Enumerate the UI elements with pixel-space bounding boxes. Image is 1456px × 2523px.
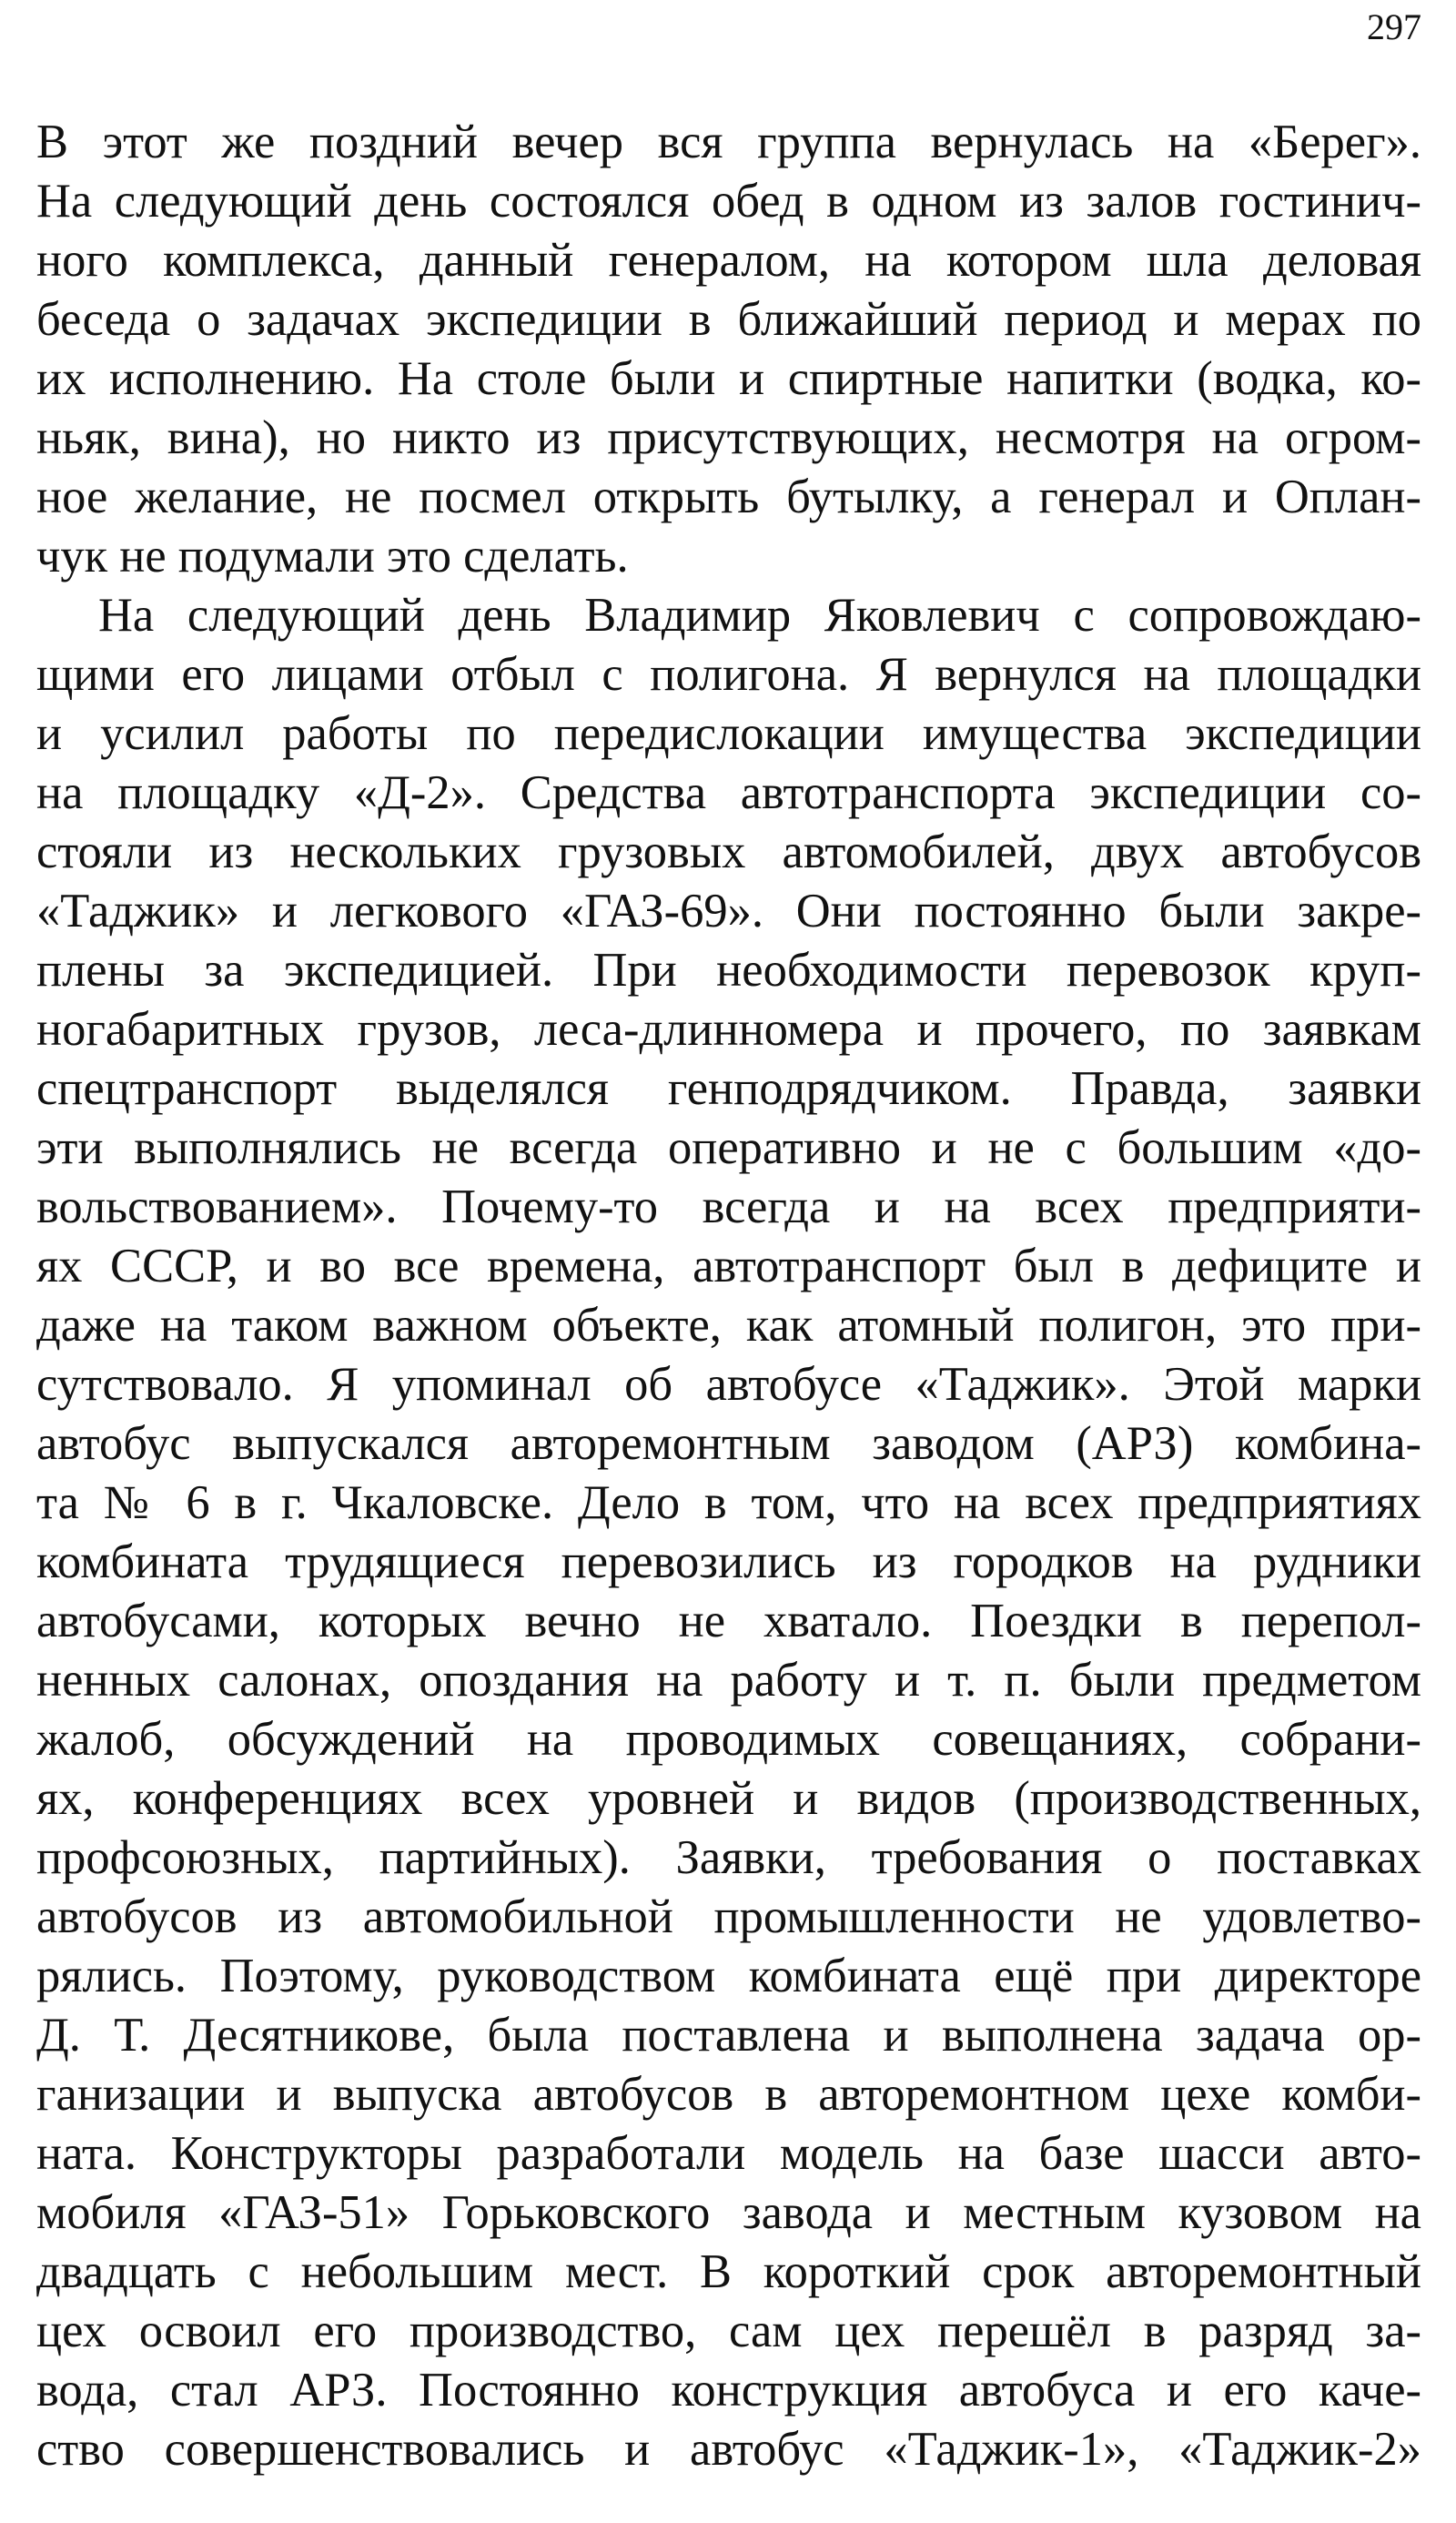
text-line: ганизации и выпуска автобусов в авторемонтном цехе комби- xyxy=(36,2068,1421,2121)
text-line: жалоб, обсуждений на проводимых совещаниях, собрани- xyxy=(36,1713,1421,1766)
text-line: даже на таком важном объекте, как атомный полигон, это при- xyxy=(36,1299,1421,1352)
text-line: ненных салонах, опоздания на работу и т. п. были предметом xyxy=(36,1654,1421,1707)
text-line: спецтранспорт выделялся генподрядчиком. Правда, заявки xyxy=(36,1062,1421,1115)
text-line: ната. Конструкторы разработали модель на базе шасси авто- xyxy=(36,2127,1421,2180)
text-line: ньяк, вина), но никто из присутствующих, несмотря на огром- xyxy=(36,411,1421,464)
text-line: щими его лицами отбыл с полигона. Я вернулся на площадки xyxy=(36,648,1421,701)
text-line: автобус выпускался авторемонтным заводом (АРЗ) комбина- xyxy=(36,1417,1421,1470)
text-line: рялись. Поэтому, руководством комбината ещё при директоре xyxy=(36,1950,1421,2002)
text-line: сутствовало. Я упоминал об автобусе «Таджик». Этой марки xyxy=(36,1358,1421,1411)
text-line: ях СССР, и во все времена, автотранспорт был в дефиците и xyxy=(36,1240,1421,1292)
text-line: Д. Т. Десятникове, была поставлена и выполнена задача ор- xyxy=(36,2009,1421,2062)
text-line: мобиля «ГАЗ-51» Горьковского завода и местным кузовом на xyxy=(36,2186,1421,2239)
text-line: комбината трудящиеся перевозились из городков на рудники xyxy=(36,1535,1421,1588)
text-line: их исполнению. На столе были и спиртные напитки (водка, ко- xyxy=(36,352,1421,405)
text-line: та № 6 в г. Чкаловске. Дело в том, что на всех предприятиях xyxy=(36,1476,1421,1529)
text-line: вольствованием». Почему-то всегда и на всех предприяти- xyxy=(36,1180,1421,1233)
text-line: цех освоил его производство, сам цех перешёл в разряд за- xyxy=(36,2305,1421,2357)
text-line: На следующий день состоялся обед в одном из залов гостинич- xyxy=(36,175,1421,228)
body-text xyxy=(36,113,1421,2479)
text-line: ное желание, не посмел открыть бутылку, а генерал и Оплан- xyxy=(36,471,1421,523)
text-line: и усилил работы по передислокации имущества экспедиции xyxy=(36,707,1421,760)
text-line: плены за экспедицией. При необходимости перевозок круп- xyxy=(36,944,1421,997)
text-line: ногабаритных грузов, леса-длинномера и прочего, по заявкам xyxy=(36,1003,1421,1056)
text-line: ство совершенствовались и автобус «Таджик-1», «Таджик-2» xyxy=(36,2423,1421,2476)
page-number: 297 xyxy=(1367,6,1421,47)
text-line: автобусами, которых вечно не хватало. Поездки в перепол- xyxy=(36,1595,1421,1647)
text-line: беседа о задачах экспедиции в ближайший период и мерах по xyxy=(36,293,1421,346)
text-line: стояли из нескольких грузовых автомобилей, двух автобусов xyxy=(36,826,1421,878)
text-line: ного комплекса, данный генералом, на котором шла деловая xyxy=(36,234,1421,287)
text-line: В этот же поздний вечер вся группа вернулась на «Берег». xyxy=(36,116,1421,168)
text-line: «Таджик» и легкового «ГАЗ-69». Они постоянно были закре- xyxy=(36,885,1421,937)
text-line: чук не подумали это сделать. xyxy=(36,530,629,583)
text-line: эти выполнялись не всегда оперативно и не с большим «до- xyxy=(36,1121,1421,1174)
text-line: вода, стал АРЗ. Постоянно конструкция автобуса и его каче- xyxy=(36,2364,1421,2417)
text-line: ях, конференциях всех уровней и видов (производственных, xyxy=(36,1772,1421,1825)
text-line: на площадку «Д-2». Средства автотранспорта экспедиции со- xyxy=(36,766,1421,819)
text-line: профсоюзных, партийных). Заявки, требования о поставках xyxy=(36,1831,1421,1884)
text-line: автобусов из автомобильной промышленности не удовлетво- xyxy=(36,1890,1421,1943)
text-line: На следующий день Владимир Яковлевич с сопровождаю- xyxy=(98,589,1421,642)
text-line: двадцать с небольшим мест. В короткий срок авторемонтный xyxy=(36,2245,1421,2298)
